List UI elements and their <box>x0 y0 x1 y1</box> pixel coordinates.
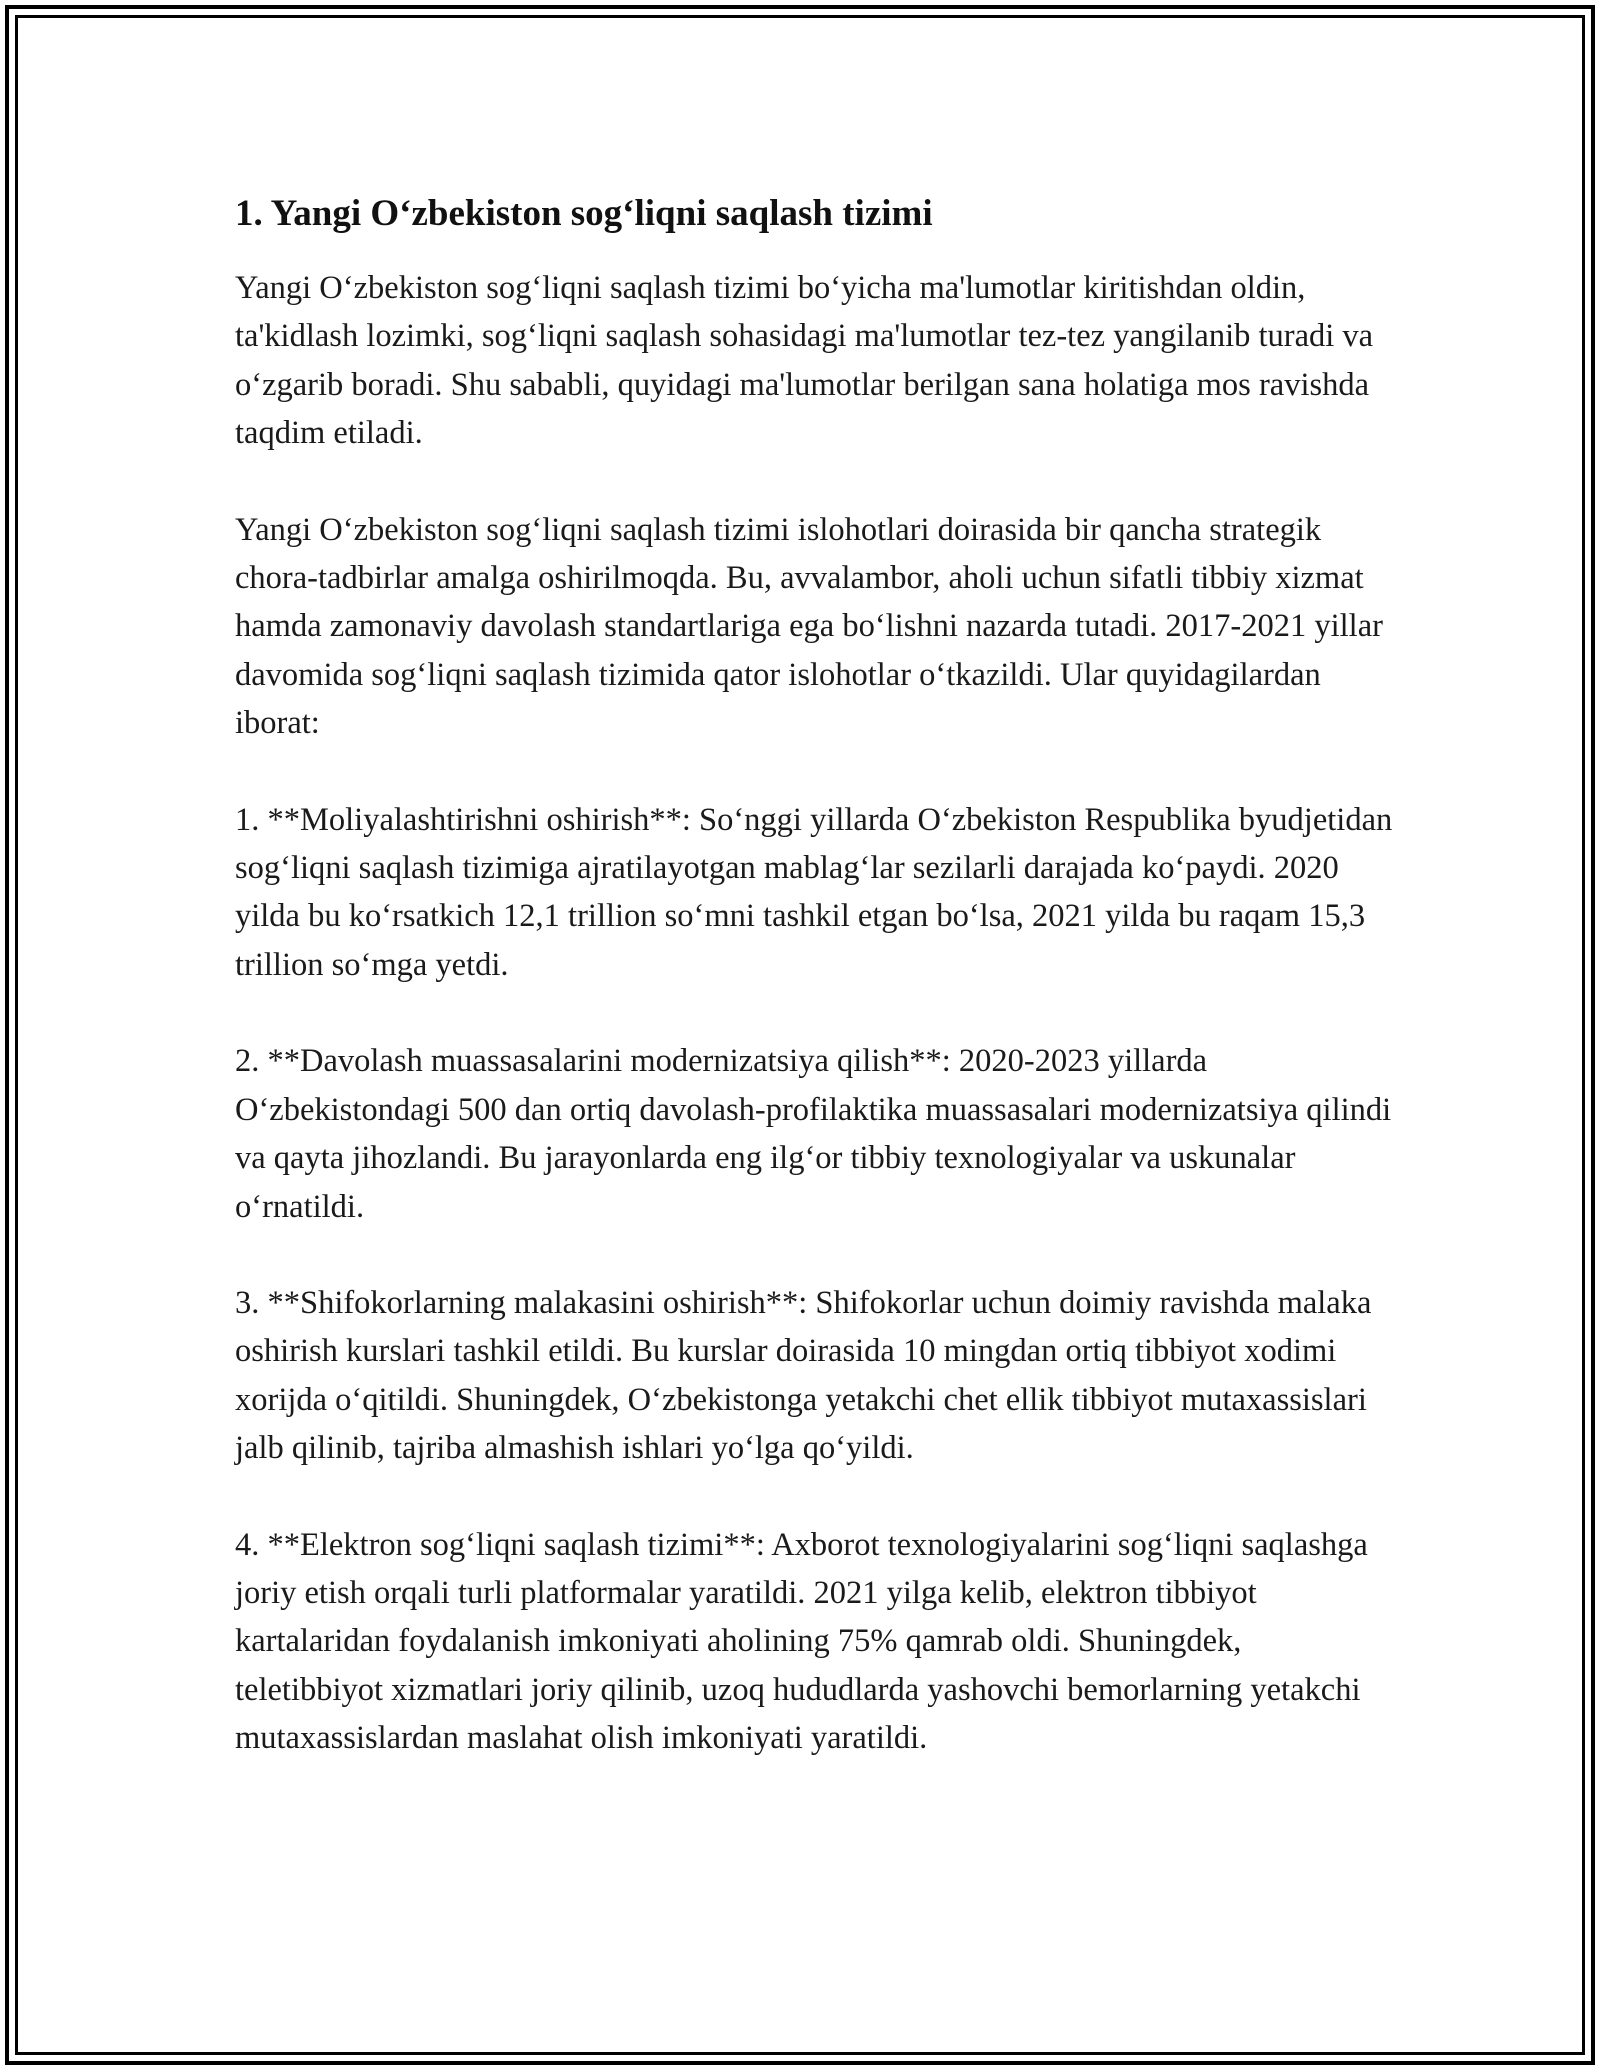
paragraph-item-1-financing: 1. **Moliyalashtirishni oshirish**: So‘nggi yillarda O‘zbekiston Respublika byudjetidan sog‘liqni saqlash tizimiga ajratilayotgan mablag‘lar sezilarli darajada ko‘paydi. 2020 yilda bu ko‘rsatkich 12,1 trillion so‘mni tashkil etgan bo‘lsa, 2021 yilda bu raqam 15,3 trillion so‘mga yetdi. <box>235 801 1393 983</box>
paragraph-item-4-ehealth: 4. **Elektron sog‘liqni saqlash tizimi**: Axborot texnologiyalarini sog‘liqni saqlashga joriy etish orqali turli platformalar yaratildi. 2021 yilga kelib, elektron tibbiyot kartalaridan foydalanish imkoniyati aholining 75% qamrab oldi. Shuningdek, teletibbiyot xizmatlari joriy qilinib, uzoq hududlarda yashovchi bemorlarning yetakchi mutaxassislardan maslahat olish imkoniyati yaratildi. <box>235 1526 1368 1757</box>
paragraph-reforms: Yangi O‘zbekiston sog‘liqni saqlash tizimi islohotlari doirasida bir qancha strategik chora-tadbirlar amalga oshirilmoqda. Bu, avvalambor, aholi uchun sifatli tibbiy xizmat hamda zamonaviy davolash standartlariga ega bo‘lishni nazarda tutadi. 2017-2021 yillar davomida sog‘liqni saqlash tizimida qator islohotlar o‘tkazildi. Ular quyidagilardan iborat: <box>235 511 1383 742</box>
document-title: 1. Yangi O‘zbekiston sog‘liqni saqlash tizimi <box>235 193 933 234</box>
paragraph-intro: Yangi O‘zbekiston sog‘liqni saqlash tizimi bo‘yicha ma'lumotlar kiritishdan oldin, ta'kidlash lozimki, sog‘liqni saqlash sohasidagi ma'lumotlar tez-tez yangilanib turadi va o‘zgarib boradi. Shu sababli, quyidagi ma'lumotlar berilgan sana holatiga mos ravishda taqdim etiladi. <box>235 270 1374 452</box>
document-body <box>235 186 1395 1811</box>
paragraph-item-2-modernization: 2. **Davolash muassasalarini modernizatsiya qilish**: 2020-2023 yillarda O‘zbekistondagi 500 dan ortiq davolash-profilaktika muassasalari modernizatsiya qilindi va qayta jihozlandi. Bu jarayonlarda eng ilg‘or tibbiy texnologiyalar va uskunalar o‘rnatildi. <box>235 1043 1392 1225</box>
paragraph-item-3-training: 3. **Shifokorlarning malakasini oshirish**: Shifokorlar uchun doimiy ravishda malaka oshirish kurslari tashkil etildi. Bu kurslar doirasida 10 mingdan ortiq tibbiyot xodimi xorijda o‘qitildi. Shuningdek, O‘zbekistonga yetakchi chet ellik tibbiyot mutaxassislari jalb qilinib, tajriba almashish ishlari yo‘lga qo‘yildi. <box>235 1284 1372 1467</box>
